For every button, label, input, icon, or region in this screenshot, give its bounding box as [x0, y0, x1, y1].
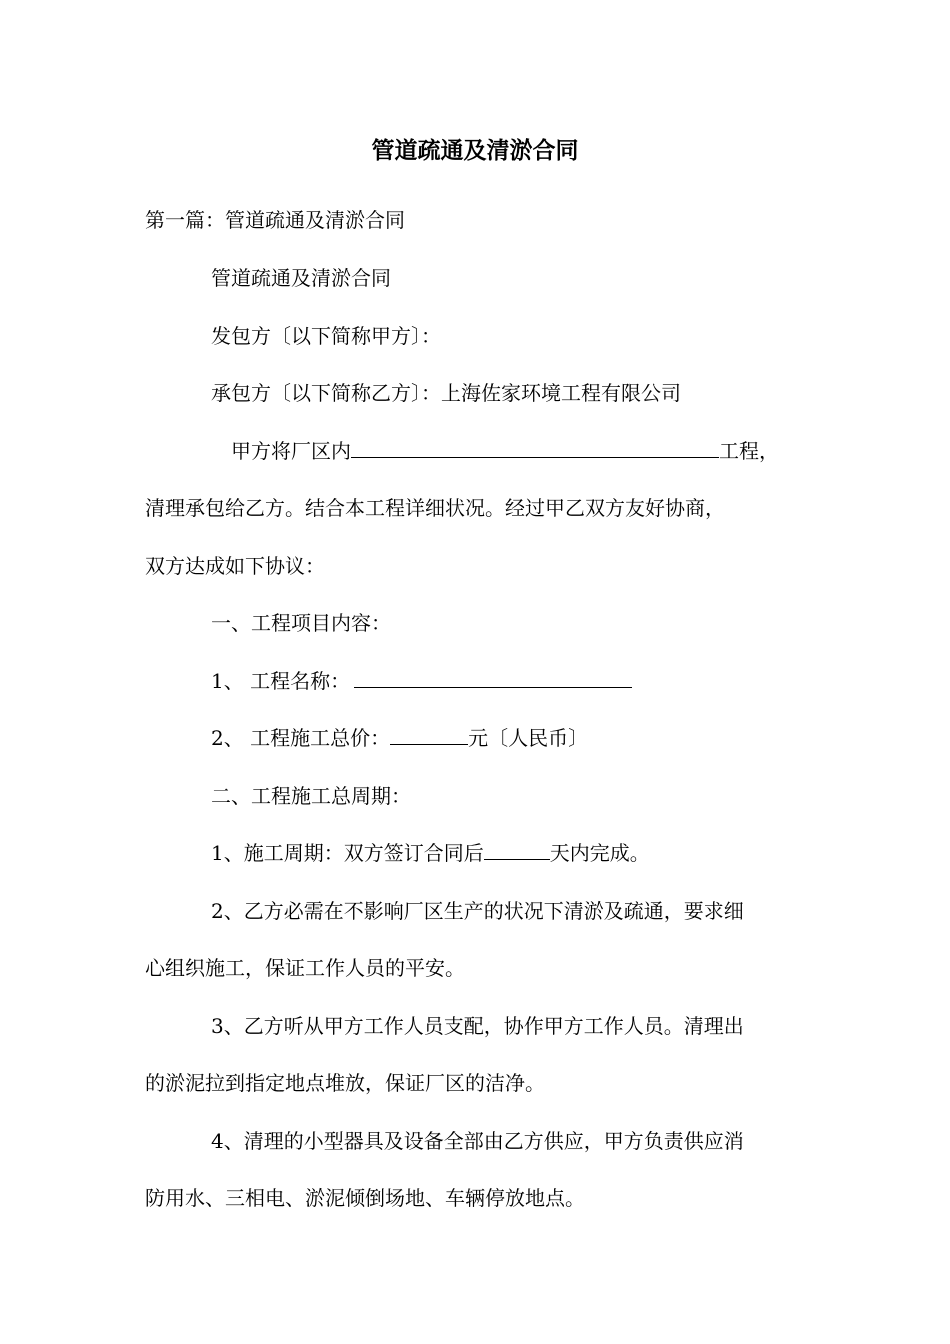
- contract-title-line: 管道疏通及清淤合同: [211, 266, 391, 290]
- paragraph-line: 2、乙方必需在不影响厂区生产的状况下清淤及疏通，要求细: [211, 899, 744, 923]
- party-b-line: 承包方〔以下简称乙方〕：上海佐家环境工程有限公司: [211, 381, 681, 405]
- paragraph-line: 3、乙方听从甲方工作人员支配，协作甲方工作人员。清理出: [211, 1014, 744, 1038]
- project-name-blank: [354, 667, 632, 688]
- total-price-label: 2、 工程施工总价：: [211, 726, 391, 750]
- intro-line: [231, 436, 779, 466]
- section-one-heading: 一、工程项目内容：: [211, 611, 391, 635]
- paragraph-line: 双方达成如下协议：: [145, 554, 325, 578]
- days-blank: [484, 839, 550, 860]
- paragraph-line: 心组织施工，保证工作人员的平安。: [145, 956, 465, 980]
- total-price-blank: [390, 724, 468, 745]
- total-price-line: [211, 723, 588, 753]
- project-name-label: 1、 工程名称：: [211, 669, 351, 693]
- currency-text: 元〔人民币〕: [468, 726, 589, 750]
- paragraph-line: 清理承包给乙方。结合本工程详细状况。经过甲乙双方友好协商，: [145, 496, 725, 520]
- period-label: 1、施工周期：双方签订合同后: [211, 841, 484, 865]
- period-end: 天内完成。: [549, 841, 650, 865]
- paragraph-line: 防用水、三相电、淤泥倾倒场地、车辆停放地点。: [145, 1186, 585, 1210]
- paragraph-line: 的淤泥拉到指定地点堆放，保证厂区的洁净。: [145, 1071, 545, 1095]
- project-blank: [351, 437, 719, 458]
- document-title: 管道疏通及清淤合同: [371, 137, 579, 164]
- intro-text-end: 工程，: [719, 439, 779, 463]
- project-name-line: [211, 666, 632, 696]
- paragraph-line: 4、清理的小型器具及设备全部由乙方供应，甲方负责供应消: [211, 1129, 744, 1153]
- section-heading: 第一篇：管道疏通及清淤合同: [145, 208, 405, 232]
- intro-text-start: 甲方将厂区内: [231, 439, 351, 463]
- period-line: [211, 838, 650, 868]
- section-two-heading: 二、工程施工总周期：: [211, 784, 411, 808]
- party-a-line: 发包方〔以下简称甲方〕：: [211, 324, 441, 348]
